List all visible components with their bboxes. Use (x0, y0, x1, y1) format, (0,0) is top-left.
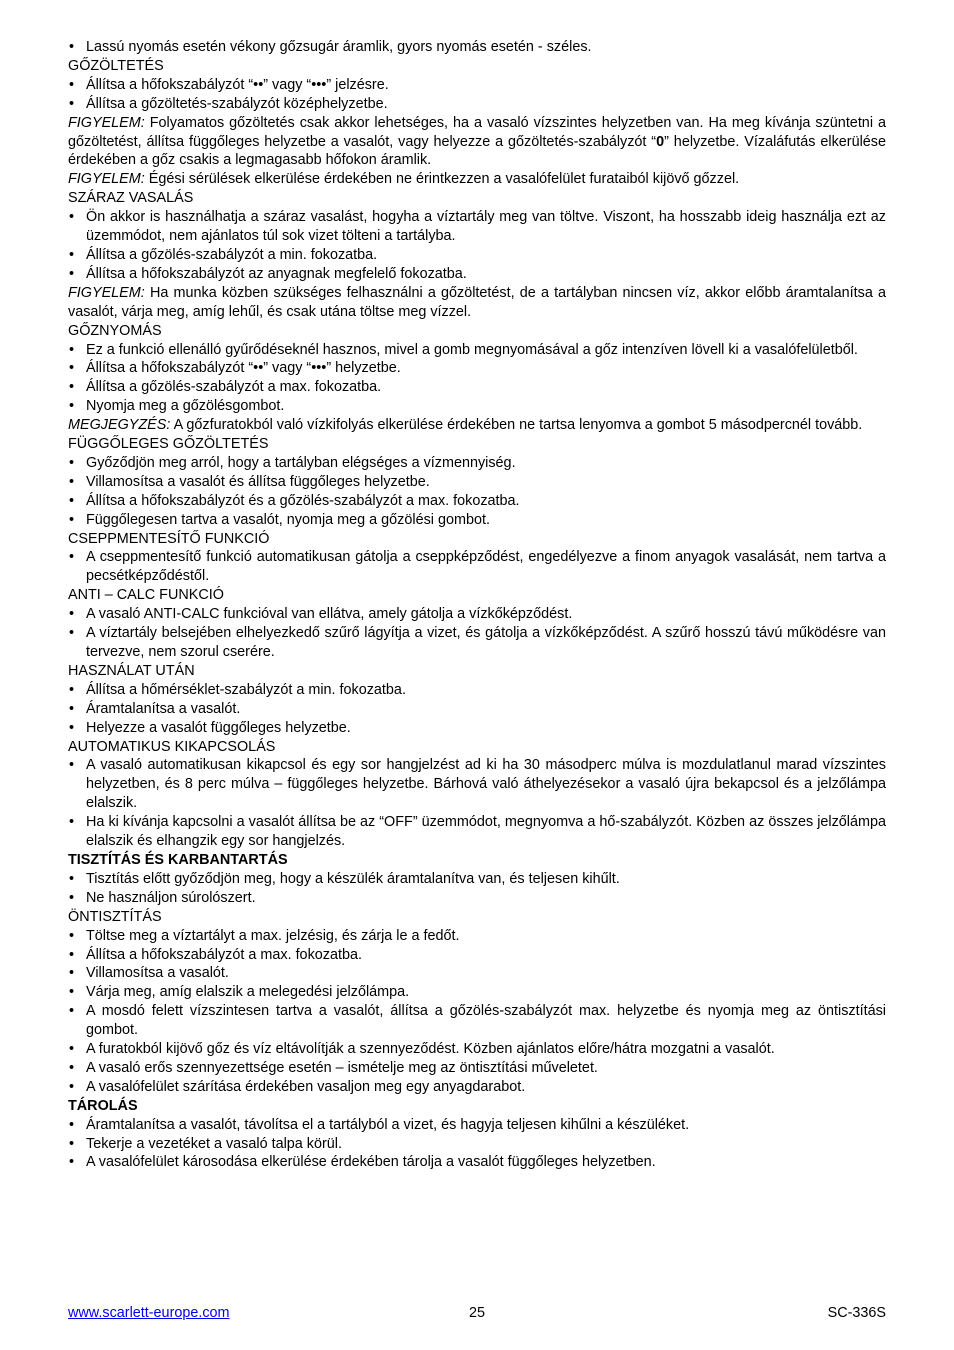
list-item: • Állítsa a gőzölés-szabályzót a min. fokozatba. (68, 246, 886, 265)
list-item: • Függőlegesen tartva a vasalót, nyomja meg a gőzölési gombot. (68, 511, 886, 530)
list-item: • Tisztítás előtt győződjön meg, hogy a készülék áramtalanítva van, és teljesen kihűlt. (68, 870, 886, 889)
page-footer (68, 1303, 886, 1323)
list-item: • A mosdó felett vízszintesen tartva a vasalót, állítsa a gőzölés-szabályzót max. helyzetbe és nyomja meg az öntisztítási gombot. (68, 1002, 886, 1040)
list-item: • Ne használjon súrolószert. (68, 889, 886, 908)
section-heading: ANTI – CALC FUNKCIÓ (68, 587, 224, 604)
list-item: • Lassú nyomás esetén vékony gőzsugár áramlik, gyors nyomás esetén - széles. (68, 38, 886, 57)
list-item: • Villamosítsa a vasalót. (68, 964, 886, 983)
note-label: FIGYELEM: (68, 171, 145, 188)
section-heading: ÖNTISZTÍTÁS (68, 908, 162, 925)
bullet-list (68, 38, 886, 57)
note-text: Ha munka közben szükséges felhasználni a gőzöltetést, de a tartályban nincsen víz, akkor előbb áramtalanítsa a vasalót, várja meg, amíg lehűl, és csak utána töltse meg vízzel. (68, 284, 886, 320)
list-item: • Állítsa a gőzölés-szabályzót a max. fokozatba. (68, 378, 886, 397)
note-paragraph (68, 284, 886, 322)
bullet-list (68, 341, 886, 417)
note-bold-value: 0 (656, 133, 665, 150)
list-item: • Áramtalanítsa a vasalót. (68, 700, 886, 719)
model-number: SC-336S (827, 1305, 886, 1321)
note-text: A gőzfuratokból való vízkifolyás elkerülése érdekében ne tartsa lenyomva a gombot 5 másodpercnél tovább. (170, 417, 863, 434)
list-item: • A vasaló erős szennyezettsége esetén – ismételje meg az öntisztítási műveletet. (68, 1059, 886, 1078)
section-heading: TISZTÍTÁS ÉS KARBANTARTÁS (68, 851, 288, 868)
list-item: • A víztartály belsejében elhelyezkedő szűrő lágyítja a vizet, és gátolja a vízkőképződést. A szűrő hosszú távú működésre van tervezve, nem szorul cserére. (68, 624, 886, 662)
list-item: • Töltse meg a víztartályt a max. jelzésig, és zárja le a fedőt. (68, 927, 886, 946)
section-heading: GŐZNYOMÁS (68, 322, 162, 339)
bullet-list (68, 76, 886, 114)
list-item: • Állítsa a hőfokszabályzót és a gőzölés-szabályzót a max. fokozatba. (68, 492, 886, 511)
list-item: • Villamosítsa a vasalót és állítsa függőleges helyzetbe. (68, 473, 886, 492)
note-paragraph (68, 416, 886, 435)
list-item: • Helyezze a vasalót függőleges helyzetbe. (68, 719, 886, 738)
page-number: 25 (468, 1305, 485, 1321)
list-item: • A vasaló ANTI-CALC funkcióval van ellátva, amely gátolja a vízkőképződést. (68, 605, 886, 624)
bullet-list (68, 927, 886, 1097)
list-item: • Tekerje a vezetéket a vasaló talpa körül. (68, 1135, 886, 1154)
list-item: • Nyomja meg a gőzölésgombot. (68, 397, 886, 416)
note-paragraph (68, 114, 886, 171)
list-item: • Állítsa a gőzöltetés-szabályzót középhelyzetbe. (68, 95, 886, 114)
section-heading: SZÁRAZ VASALÁS (68, 190, 194, 207)
bullet-list (68, 454, 886, 530)
list-item: • Állítsa a hőfokszabályzót az anyagnak megfelelő fokozatba. (68, 265, 886, 284)
list-item: • Állítsa a hőfokszabályzót “••” vagy “•••” helyzetbe. (68, 359, 886, 378)
list-item: • Állítsa a hőfokszabályzót “••” vagy “•••” jelzésre. (68, 76, 886, 95)
section-heading: CSEPPMENTESÍTŐ FUNKCIÓ (68, 530, 270, 547)
section-heading: HASZNÁLAT UTÁN (68, 662, 195, 679)
list-item: • A vasaló automatikusan kikapcsol és egy sor hangjelzést ad ki ha 30 másodperc múlva is mozdulatlanul marad vízszintes helyzetben, és 8 perc múlva – függőleges helyzetbe. Bárhová való áthelyezésekor a vasaló újra bekapcsol és a jelzőlámpa elalszik. (68, 756, 886, 813)
bullet-list (68, 605, 886, 662)
list-item: • Ez a funkció ellenálló gyűrődéseknél hasznos, mivel a gomb megnyomásával a gőz intenzíven lövell ki a vasalófelületből. (68, 341, 886, 360)
bullet-list (68, 1116, 886, 1173)
list-item: • A vasalófelület szárítása érdekében vasaljon meg egy anyagdarabot. (68, 1078, 886, 1097)
bullet-list (68, 681, 886, 738)
section-heading: GŐZÖLTETÉS (68, 57, 164, 74)
document-body (68, 38, 886, 1172)
section-heading: AUTOMATIKUS KIKAPCSOLÁS (68, 738, 276, 755)
list-item: • A furatokból kijövő gőz és víz eltávolítják a szennyeződést. Közben ajánlatos előre/hátra mozgatni a vasalót. (68, 1040, 886, 1059)
list-item: • A vasalófelület károsodása elkerülése érdekében tárolja a vasalót függőleges helyzetben. (68, 1153, 886, 1172)
section-heading: TÁROLÁS (68, 1097, 138, 1114)
website-link[interactable]: www.scarlett-europe.com (68, 1305, 230, 1321)
bullet-list (68, 756, 886, 851)
note-text: Folyamatos gőzöltetés csak akkor lehetséges, ha a vasaló vízszintes helyzetben van. Ha meg kívánja szüntetni a gőzöltetést, állítsa függőleges helyzetbe a vasalót, vagy helyezze a gőzöltetés-szabályzót “ (68, 114, 886, 150)
note-text-tail: ” helyzetbe. Vízaláfutás elkerülése érdekében a gőz csakis a legmagasabb hőfokon áramlik. (68, 133, 886, 169)
list-item: • Várja meg, amíg elalszik a melegedési jelzőlámpa. (68, 983, 886, 1002)
list-item: • Ha ki kívánja kapcsolni a vasalót állítsa be az “OFF” üzemmódot, megnyomva a hő-szabályzót. Közben az összes jelzőlámpa elalszik és elhangzik egy sor hangjelzés. (68, 813, 886, 851)
list-item: • Állítsa a hőmérséklet-szabályzót a min. fokozatba. (68, 681, 886, 700)
note-label: FIGYELEM: (68, 114, 145, 131)
list-item: • A cseppmentesítő funkció automatikusan gátolja a cseppképződést, engedélyezve a finom anyagok vasalását, nem tartva a pecsétképződéstől. (68, 548, 886, 586)
list-item: • Győződjön meg arról, hogy a tartályban elégséges a vízmennyiség. (68, 454, 886, 473)
note-paragraph (68, 170, 886, 189)
bullet-list (68, 548, 886, 586)
bullet-list (68, 208, 886, 284)
section-heading: FÜGGŐLEGES GŐZÖLTETÉS (68, 436, 269, 453)
note-label: FIGYELEM: (68, 284, 145, 301)
list-item: • Állítsa a hőfokszabályzót a max. fokozatba. (68, 946, 886, 965)
note-text: Égési sérülések elkerülése érdekében ne érintkezzen a vasalófelület furataiból kijövő gőzzel. (144, 171, 740, 188)
list-item: • Ön akkor is használhatja a száraz vasalást, hogyha a víztartály meg van töltve. Viszont, ha hosszabb ideig használja ezt az üzemmódot, nem ajánlatos túl sok vizet tölteni a tartályba. (68, 208, 886, 246)
list-item: • Áramtalanítsa a vasalót, távolítsa el a tartályból a vizet, és hagyja teljesen kihűlni a készüléket. (68, 1116, 886, 1135)
note-label: MEGJEGYZÉS: (68, 417, 171, 434)
bullet-list (68, 870, 886, 908)
